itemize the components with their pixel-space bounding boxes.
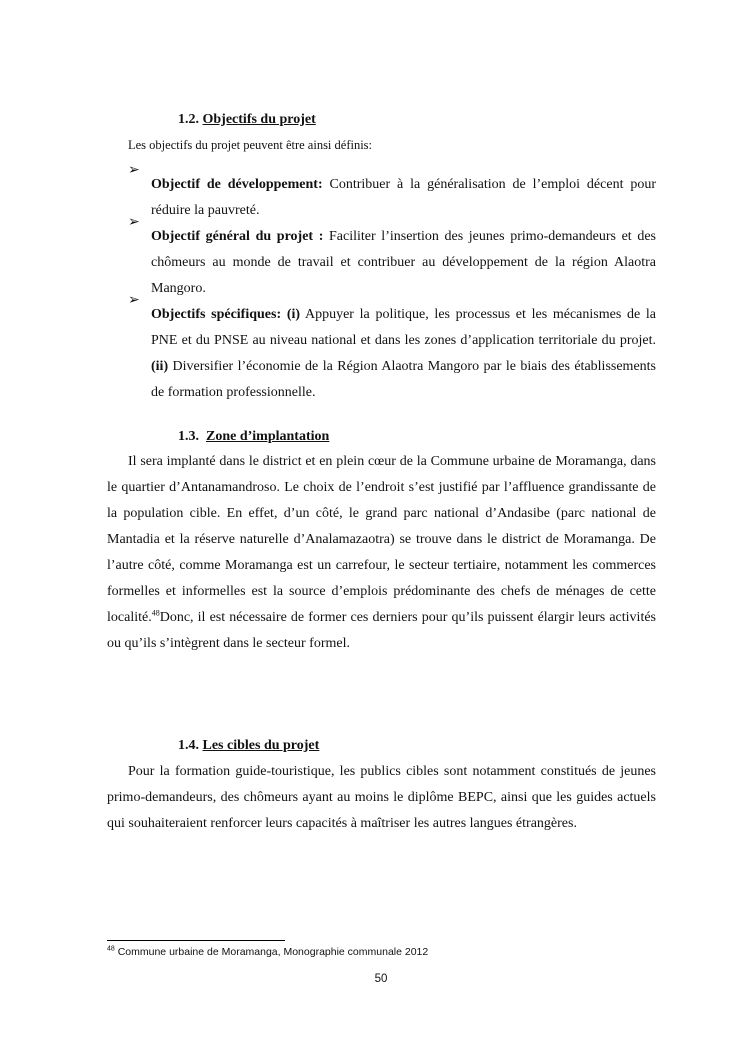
bullet-text: Contribuer à la généralisation de l’emploi décent pour réduire la pauvreté. <box>151 177 657 218</box>
objectives-intro: Les objectifs du projet peuvent être ainsi définis: <box>128 138 373 152</box>
bullet-label: Objectif de développement: <box>151 177 323 192</box>
arrow-bullet-icon: ➢ <box>128 293 140 308</box>
bullet-text: Diversifier l’économie de la Région Alaotra Mangoro par le biais des établissements de formation professionnelle. <box>151 359 656 400</box>
section-title: Les cibles du projet <box>202 738 320 753</box>
paragraph-text: Il sera implanté dans le district et en plein cœur de la Commune urbaine de Moramanga, dans le quartier d’Antanamandroso. Le choix de l’endroit s’est justifié par l’affluence grandissante de la population cible. En effet, d’un côté, le grand parc national d’Andasibe (parc national de Mantadia et la réserve naturelle d’Analamazaotra) se trouve dans le district de Moramanga. De l’autre côté, comme Moramanga est un carrefour, le secteur tertiaire, notamment les commerces formelles et informelles est la source d’emplois prédominante des chefs de ménages de cette localité. <box>107 454 656 625</box>
bullet-item <box>128 288 656 420</box>
marker-ii: (ii) <box>151 359 169 374</box>
section-number: 1.2. <box>178 112 199 127</box>
section-title: Zone d’implantation <box>206 429 330 444</box>
paragraph-text: Pour la formation guide-touristique, les publics cibles sont notamment constitués de jeunes primo-demandeurs, des chômeurs ayant au moins le diplôme BEPC, ainsi que les guides actuels qui souhaiteraient renforcer leurs capacités à maîtriser les autres langues étrangères. <box>107 764 656 831</box>
targets-paragraph <box>107 759 656 837</box>
section-heading-1-4 <box>178 738 319 754</box>
section-heading-1-2 <box>178 112 316 128</box>
footnote-divider <box>107 940 285 941</box>
bullet-label: Objectif général du projet : <box>151 229 324 244</box>
footnote-text: Commune urbaine de Moramanga, Monographie communale 2012 <box>114 946 429 958</box>
page-number: 50 <box>374 973 388 985</box>
marker-i: (i) <box>286 307 301 322</box>
footnote <box>107 946 428 958</box>
bullet-label: Objectifs spécifiques: <box>151 307 282 322</box>
bullet-text: Faciliter l’insertion des jeunes primo-demandeurs et des chômeurs au monde de travail et contribuer au développement de la région Alaotra Mangoro. <box>151 229 656 296</box>
section-number: 1.3. <box>178 429 199 444</box>
bullet-text: Appuyer la politique, les processus et les mécanismes de la PNE et du PNSE au niveau national et dans les zones d’application territoriale du projet. <box>151 307 656 348</box>
arrow-bullet-icon: ➢ <box>128 215 140 230</box>
paragraph-text: Donc, il est nécessaire de former ces derniers pour qu’ils puissent élargir leurs activités ou qu’ils s’intègrent dans le secteur formel. <box>107 610 656 651</box>
section-title: Objectifs du projet <box>202 112 316 127</box>
arrow-bullet-icon: ➢ <box>128 163 140 178</box>
section-number: 1.4. <box>178 738 199 753</box>
footnote-ref: 48 <box>151 608 160 618</box>
section-heading-1-3 <box>178 429 329 445</box>
zone-paragraph <box>107 449 656 657</box>
footnote-number: 48 <box>107 945 115 953</box>
